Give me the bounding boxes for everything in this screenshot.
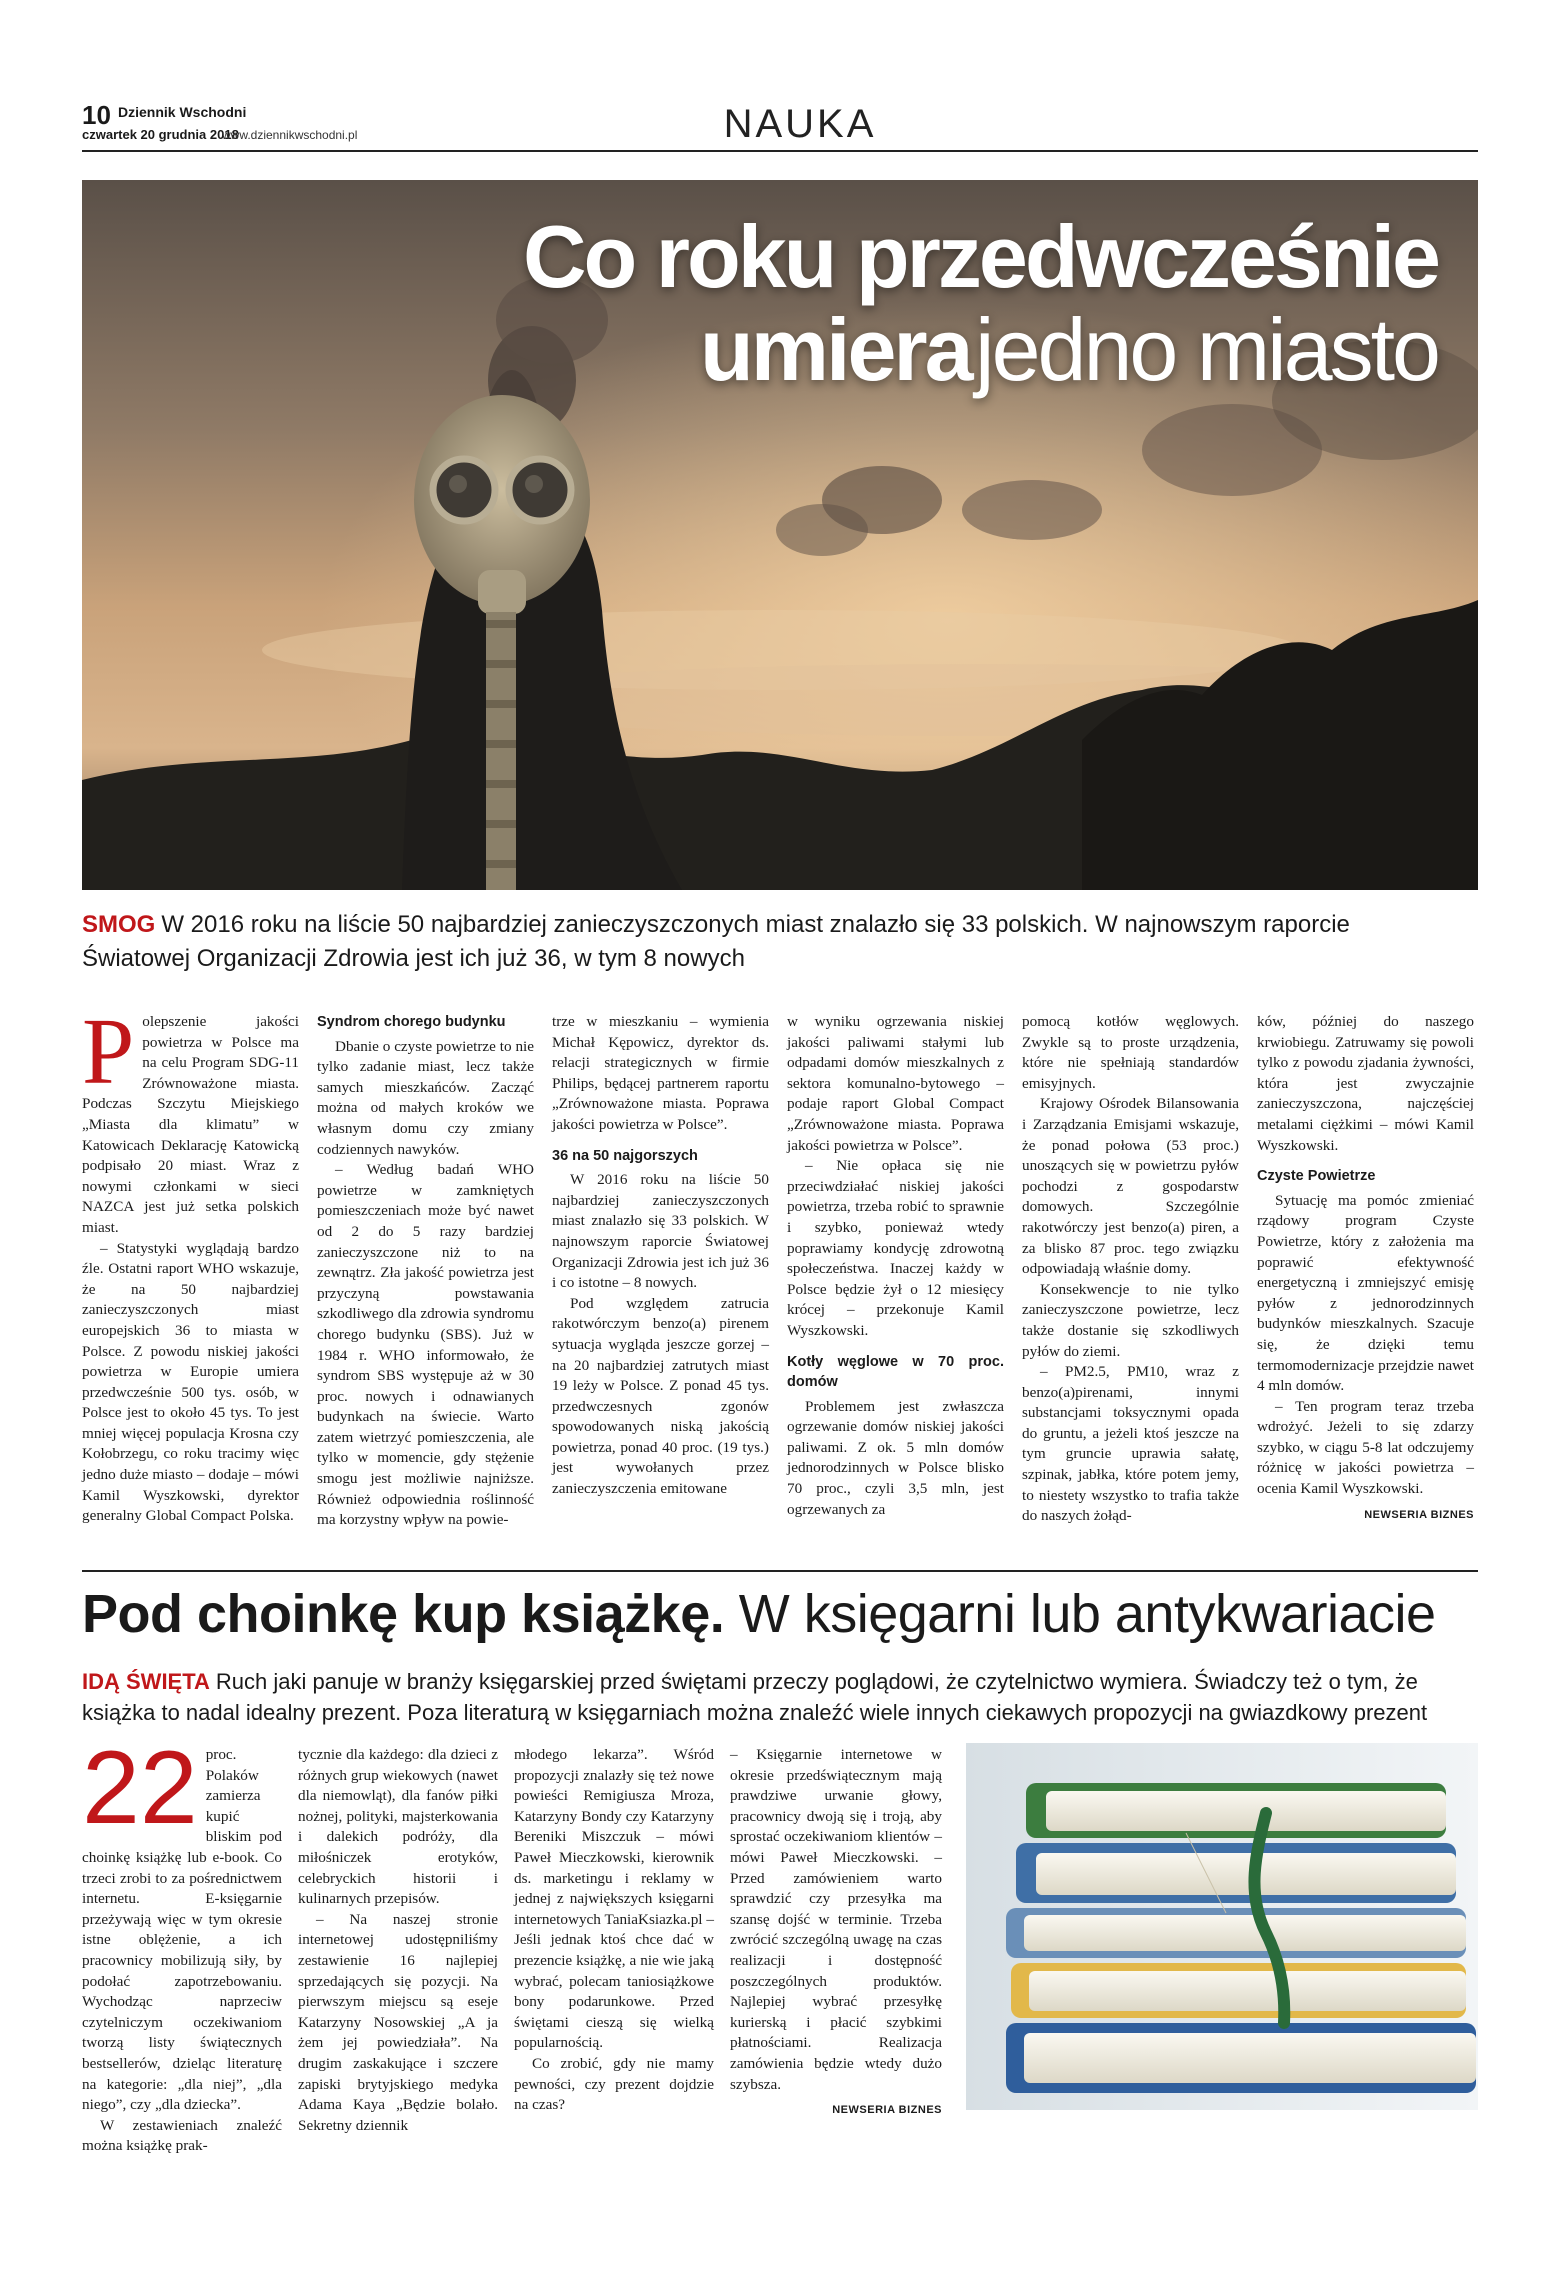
article-separator [82,1570,1478,1572]
article-column-6 [1257,1012,1474,1525]
article-column-5 [1022,1012,1239,1527]
byline: NEWSERIA BIZNES [1364,1508,1474,1521]
paragraph: pomocą kotłów węglowych. Zwykle są to proste urządzenia, które nie spełniają standardów emisyjnych. [1022,1013,1239,1092]
subheading: 36 na 50 najgorszych [552,1147,698,1164]
page-number: 10 [82,100,111,130]
paragraph: Co zrobić, gdy nie mamy pewności, czy prezent dojdzie na czas? [514,2054,714,2114]
article-lead [82,908,1462,976]
paragraph: – Na naszej stronie internetowej udostępniliśmy zestawienie 16 najlepiej sprzedających się pozycji. Na pierwszym miejscu są eseje Katarzyny Nosowskiej „A ja żem jej powiedziała”. Na drugim zaskakujące i szczere zapiski brytyjskiego medyka Adama Kaya „Będzie bolało. Sekretny dziennik [298,1910,498,2134]
paragraph: trze w mieszkaniu – wymienia Michał Kępowicz, dyrektor ds. relacji strategicznych w firmie Philips, będącej partnerem raportu „Zrównoważone miasta. Poprawa jakości powietrza w Polsce”. [552,1013,769,1133]
lead-kicker: SMOG [82,911,156,938]
article-column-1 [82,1000,299,1527]
article-headline [378,207,1478,400]
headline-line-2-light: jedno miasto [975,300,1438,400]
subheading: Czyste Powietrze [1257,1168,1376,1185]
paragraph: ków, później do naszego krwiobiegu. Zatruwamy się powoli tylko z powodu zjadania żywności, która jest zwyczajnie zanieczyszczona, najczęściej metalami ciężkimi – mówi Kamil Wyszkowski. [1257,1013,1474,1154]
paragraph: – Statystyki wyglądają bardzo źle. Ostatni raport WHO wskazuje, że na 50 najbardziej zanieczyszczonych miast europejskich 36 to miasta w Polsce. Z powodu niskiej jakości powietrza w Europie umiera przedwcześnie 500 tys. osób, w Polsce jest to około 45 tys. To jest mniej więcej populacja Krosna czy Kołobrzegu, co roku tracimy więc jedno duże miasto – dodaje – mówi Kamil Wyszkowski, dyrektor generalny Global Compact Polska. [82,1239,299,1525]
paragraph: – Księgarnie internetowe w okresie przedświątecznym mają prawdziwe urwanie głowy, pracownicy dwoją się i troją, aby sprostać oczekiwaniom klientów – mówi Paweł Mieczkowski. – Przed zamówieniem warto sprawdzić czy przesyłka ma szansę dojść w terminie. Trzeba zwrócić szczególną uwagę na czas realizacji i dostępność poszczególnych produktów. Najlepiej wybrać przesyłkę kurierską i płacić szybkimi płatnościami. Realizacja zamówienia będzie wtedy dużo szybsza. [730,1746,942,2093]
publication-date: czwartek 20 grudnia 2018 [82,127,239,142]
paragraph: – PM2.5, PM10, wraz z benzo(a)pirenami, innymi substancjami toksycznymi opada do gruntu, a jeżeli ktoś jeszcze na tym gruncie uprawia sałatę, szpinak, jabłka, które potem jemy, to niestety wszystko to trafia także do naszych żołąd- [1022,1363,1239,1525]
paragraph: proc. Polaków zamierza kupić bliskim pod choinkę książkę lub e-book. Co trzeci zrobi to za pośrednictwem internetu. E-księgarnie przeżywają więc w tym okresie istne oblężenie, a ich pracownicy mobilizują siły, by podołać zapotrzebowaniu. Wychodząc naprzeciw czytelniczym oczekiwaniom tworzą listy świątecznych bestsellerów, dzieląc literaturę na kategorie: „dla niej”, „dla niego”, czy „dla dziecka”. [82,1746,282,2114]
headline-bold: Pod choinkę kup książkę. [82,1584,725,1644]
paragraph: W zestawieniach znaleźć można książkę prak- [82,2116,282,2155]
article-headline-2 [82,1583,1436,1645]
article-lead-2 [82,1666,1462,1728]
headline-line-2-bold: umiera [700,300,971,400]
paragraph: olepszenie jakości powietrza w Polsce ma na celu Program SDG-11 Zrównoważone miasta. Podczas Szczytu Miejskiego „Miasta dla klimatu” w Katowicach Deklarację Katowicką podpisało 20 miast. Wraz z nowymi członkami w sieci NAZCA jest już setka polskich miast. [82,1013,299,1236]
paragraph: młodego lekarza”. Wśród propozycji znalazły się też nowe powieści Remigiusza Mroza, Katarzyny Bondy czy Katarzyny Bereniki Miszczuk – mówi Paweł Mieczkowski, kierownik ds. marketingu i reklamy w jednej z największych księgarni internetowych TaniaKsiazka.pl – Jeśli jednak ktoś chce dać w prezencie książkę, a nie wie jaką wybrać, polecam taniosiążkowe bony podarunkowe. Przed świętami cieszą się wielką popularnością. [514,1746,714,2052]
smog-hero-image [82,180,1478,890]
article-column-4 [787,1012,1004,1520]
article-column-3 [552,1012,769,1500]
drop-cap: 22 [82,1730,198,1846]
lead-text: Ruch jaki panuje w branży księgarskiej przed świętami przeczy poglądowi, że czytelnictwo wymiera. Świadczy też o tym, że książka to nadal idealny prezent. Poza literaturą w księgarniach można znaleźć wiele innych ciekawych propozycji na gwiazdkowy prezent [82,1669,1428,1725]
lead-text: W 2016 roku na liście 50 najbardziej zanieczyszczonych miast znalazło się 33 polskich. W najnowszym raporcie Światowej Organizacji Zdrowia jest ich już 36, w tym 8 nowych [82,911,1350,972]
books-illustration [966,1743,1478,2110]
paragraph: W 2016 roku na liście 50 najbardziej zanieczyszczonych miast znalazło się 33 polskich. W najnowszym raporcie Światowej Organizacji Zdrowia jest ich już 36 i co istotne – 8 nowych. [552,1171,769,1292]
lead-kicker: IDĄ ŚWIĘTA [82,1669,210,1694]
paragraph: Konsekwencje to nie tylko zanieczyszczone powietrze, lecz także dostanie się szkodliwych pyłów do ziemi. [1022,1280,1239,1360]
article2-column-2 [298,1745,498,2136]
headline-light: W księgarni lub antykwariacie [738,1584,1436,1644]
paragraph: Problemem jest zwłaszcza ogrzewanie domów niskiej jakości paliwami. Z ok. 5 mln domów jednorodzinnych w Polsce blisko 70 proc., czyli 3,5 mln, jest ogrzewanych za [787,1397,1004,1518]
byline: NEWSERIA BIZNES [832,2104,942,2117]
paragraph: Pod względem zatrucia rakotwórczym benzo(a) pirenem sytuacja wygląda jeszcze gorzej – na 20 najbardziej zatrutych miast 19 leży w Polsce. Z ponad 45 tys. przedwczesnych zgonów spowodowanych niską jakością powietrza, ponad 40 proc. (19 tys.) jest wywołanych przez zanieczyszczenia emitowane [552,1294,769,1498]
header-rule [82,150,1478,152]
paragraph: – Nie opłaca się nie przeciwdziałać niskiej jakości powietrza, trzeba robić to sprawnie i szybko, ponieważ wtedy poprawiamy kondycję zdrowotną społeczeństwa. Inaczej każdy w Polsce będzie żył o 12 miesięcy krócej – przekonuje Kamil Wyszkowski. [787,1157,1004,1339]
paper-name: Dziennik Wschodni [118,104,247,120]
paragraph: Sytuację ma pomóc zmieniać rządowy program Czyste Powietrze, który z założenia ma poprawić efektywność energetyczną i zmniejszyć emisję pyłów z jednorodzinnych budynków mieszkalnych. Szacuje się, że dzięki temu termomodernizacje przejdzie nawet 4 mln domów. [1257,1191,1474,1395]
paragraph: tycznie dla każdego: dla dzieci z różnych grup wiekowych (nawet dla niemowląt), dla fanów piłki nożnej, polityki, majsterkowania i dalekich podróży, dla miłośniczek erotyków, celebryckich historii i kulinarnych przepisów. [298,1746,498,1908]
books-stack-image [966,1743,1478,2110]
subheading: Syndrom chorego budynku [317,1014,506,1030]
paragraph: w wyniku ogrzewania niskiej jakości paliwami stałymi lub odpadami domów mieszkalnych z sektora komunalno-bytowego – podaje raport Global Compact „Zrównoważone miasta. Poprawa jakości powietrza w Polsce”. [787,1013,1004,1154]
paper-url[interactable]: www.dziennikwschodni.pl [222,128,358,142]
headline-line-1: Co roku przedwcześnie [522,207,1438,306]
paragraph: Dbanie o czyste powietrze to nie tylko zadanie miast, lecz także samych mieszkańców. Zacząć można od małych kroków we własnym domu czy zmiany codziennych nawyków. [317,1037,534,1158]
section-title: NAUKA [723,102,877,146]
paragraph: – Ten program teraz trzeba wdrożyć. Jeżeli to się zdarzy szybko, w ciągu 5-8 lat odczujemy różnicę w jakości powietrza – ocenia Kamil Wyszkowski. [1257,1397,1474,1498]
subheading: Kotły węglowe w 70 proc. domów [787,1353,1004,1391]
article2-column-1 [82,1730,282,2157]
article-column-2 [317,1012,534,1531]
paragraph: – Według badań WHO powietrze w zamkniętych pomieszczeniach może być nawet od 2 do 5 razy bardziej zanieczyszczone niż to na zewnątrz. Zła jakość powietrza jest przyczyną powstawania szkodliwego dla zdrowia syndromu chorego budynku (SBS). Już w 1984 r. WHO informowało, że syndrom SBS występuje aż w 30 proc. nowych i odnawianych budynkach na świecie. Warto zatem wietrzyć pomieszczenia, ale tylko w momencie, gdy stężenie smogu jest możliwie najniższe. Również odpowiednia roślinność ma korzystny wpływ na powie- [317,1161,534,1529]
article2-column-4 [730,1745,942,2121]
paragraph: Krajowy Ośrodek Bilansowania i Zarządzania Emisjami wskazuje, że ponad połowa (53 proc.) unoszących się w powietrzu pyłów pochodzi z gospodarstw domowych. Szczególnie rakotwórczy jest benzo(a) piren, a za blisko 87 proc. tego związku odpowiadają właśnie domy. [1022,1095,1239,1278]
article2-column-3 [514,1745,714,2116]
drop-cap: P [82,1000,135,1104]
